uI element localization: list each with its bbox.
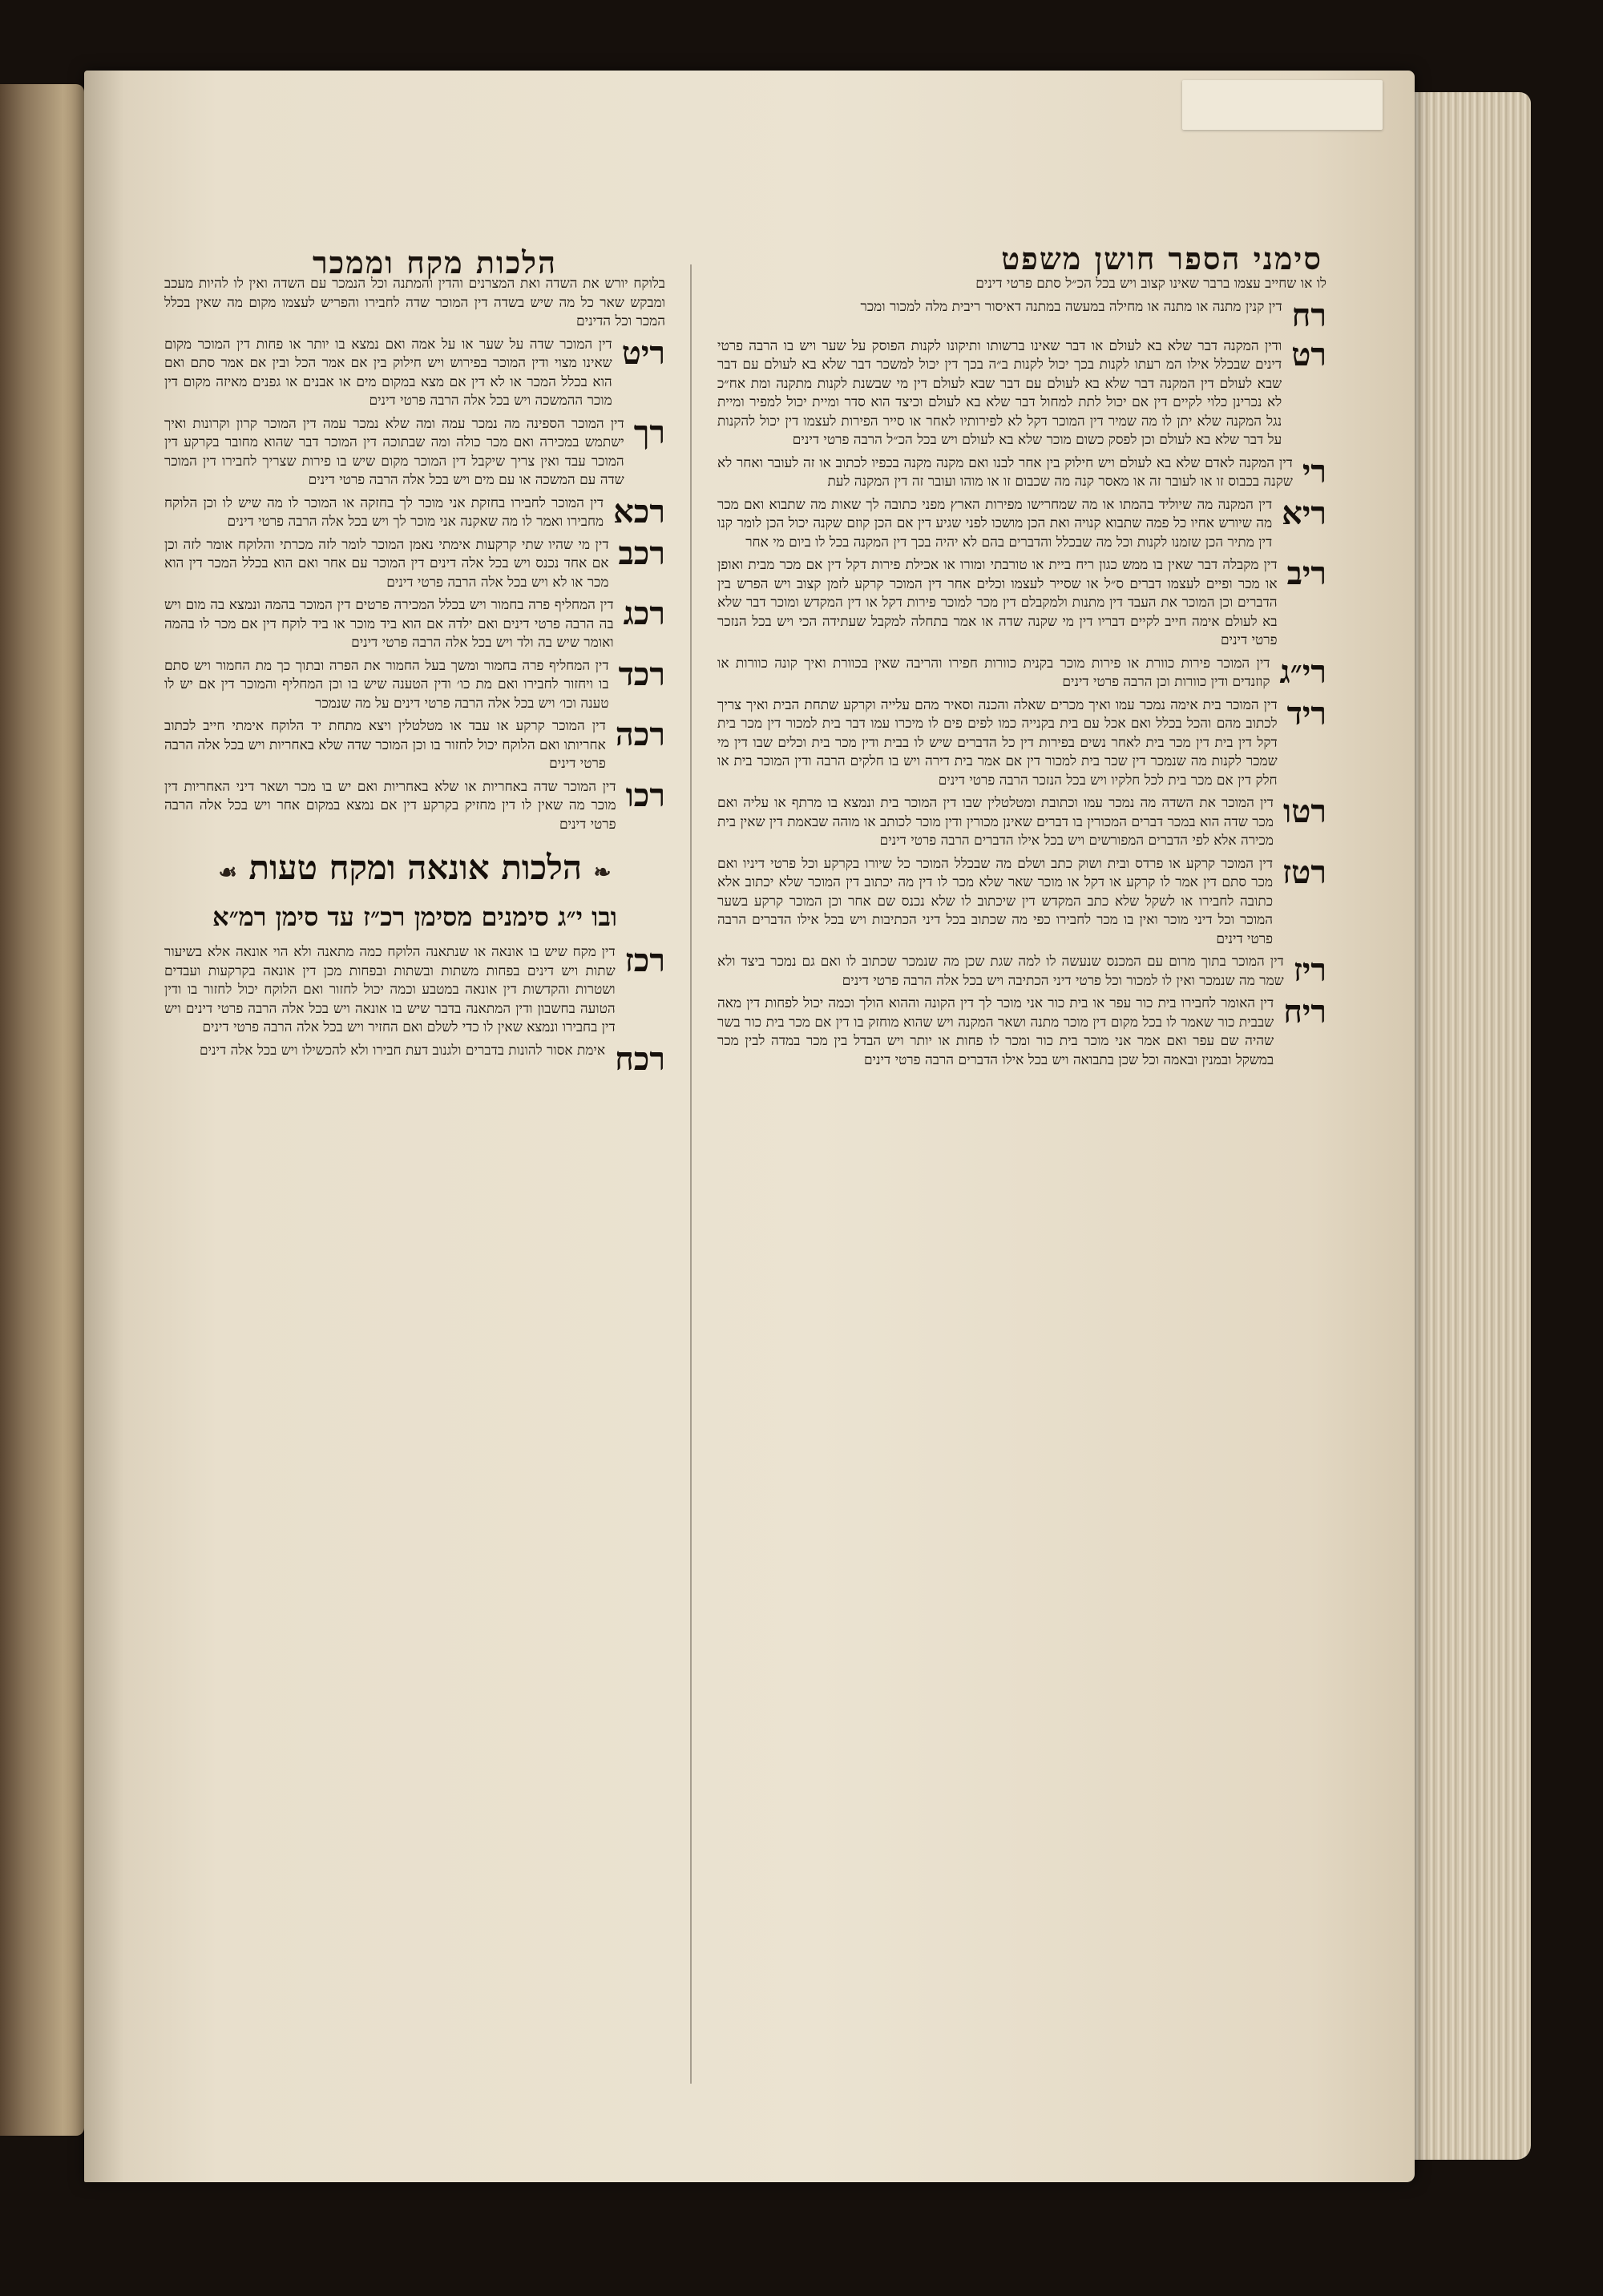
siman-entry — [717, 556, 1326, 651]
siman-entry — [717, 953, 1326, 991]
siman-text: דין המוכר פירות כוורת או פירות מוכר בקנית כוורות חפירו והריבה שאין בכוורת ואיך קונה כוורות או קוזנדים ודין כוורות וכן הרבה פרטי דינים — [717, 655, 1270, 690]
siman-entry — [164, 536, 665, 593]
siman-text: דין המוכר הספינה מה נמכר עמה ומה שלא נמכר עמה דין המוכר קרון וקרונות ואיך ישתמש במכירה ואם מכר כולה ומה שבתוכה דין המוכר דבר שהוא מחובר בקרקע דין המוכר עבד ואין צריך שיקבל דין המוכר מקום שיש בו פירות שצריך לחבירו דין המוכר שדה עם המשכה או עם מים ויש בכל אלה הרבה פרטי דינים — [164, 415, 624, 488]
siman-entry — [164, 717, 665, 774]
siman-number: ריח — [1283, 993, 1326, 1031]
siman-text: דין המחליף פרה בחמור ומשך בעל החמור את הפרה ובתוך כך מת החמור ויש סתם בו ויחזור לחבירו ואם מת כו׳ ודין הטענה שיש בו וכן המחליף והמוכר דין אם יש לו טענה וכו׳ ויש בכל אלה הרבה פרטי דינים על מה שנמכר — [164, 657, 609, 712]
siman-number: רח — [1291, 296, 1326, 334]
siman-number: ריב — [1286, 555, 1326, 592]
siman-text: דין המקנה לאדם שלא בא לעולם ויש חילוק בין אחר לבנו ואם מקנה מקנה בכפיו לכתוב או זה לעובר ואחר לא שקנה בכבוס זו או לעובר זה או מאסר קנה מה שכבום זו או מוהו ועובר זה דין המקנה לעת — [717, 454, 1293, 490]
siman-text: דין קנין מתנה או מתנה או מחילה במעשה במתנה דאיסור ריבית מלה למכור ומכר — [860, 298, 1282, 315]
siman-entry — [717, 652, 1326, 692]
siman-entry — [717, 298, 1326, 333]
siman-text: דין המוכר קרקע או עבד או מטלטלין ויצא מתחת יד הלוקח אימתי חייב לכתוב אחריותו ואם הלוקח יכול לחזור בו וכן המוכר שדה שלא באחריות ויש בכל אלה הרבה פרטי דינים — [164, 718, 606, 772]
siman-entry — [164, 778, 665, 835]
siman-entry — [717, 454, 1326, 492]
siman-text: דין המוכר בתוך מרום עם המכנס שנעשה לו למה שגת שכן מה שנמכר שכתוב לו ואם גם נמכר ביצד ולא שמר מה שנמכר ואין לו למכור וכל פרטי דיני הכתיבה ויש בכל אלה הרבה פרטי דינים — [717, 954, 1284, 989]
siman-text: דין המוכר את השדה מה נמכר עמו וכתובת ומטלטלין שבו דין המוכר בית ונמצא בו מרתף או עליה ואם מכר שדה הוא במכר דברים המכורין בו דברים שאינן מכורין ודין מוכר לכותב או מוהה שבאמת דין שאין בית מכירה אלא לפי הדברים המפורשים ויש בכל אילו הדברים הרבה פרטי דינים — [717, 795, 1274, 849]
left-intro: בלוקח יורש את השדה ואת המצרנים והדין והמתנה וכל הנמכר עם השדה ואין לו להיות מעכב ומבקש שאר כל מה שיש בשדה דין המוכר שדה לחבירו והפריש לעצמו מקום מה שאין בכלל המכר וכל הדינים — [164, 276, 665, 329]
siman-entry — [164, 494, 665, 532]
siman-entry — [164, 1039, 665, 1078]
siman-number: רי״ג — [1279, 652, 1326, 691]
siman-text: דין המוכר קרקע או פרדס ובית ושוק כתב ושלם מה שבכלל המוכר כל שיורו בקרקע וכל פרטי דיניו ואם מכר סתם דין אמר לו קרקע או דקל או מוכר שאר שלא מכר לו דין מה יכתוב דין המוכר שלא יכתוב אלא כתובה לחבירו או לשקל שלא כתב המקדש דין שיכתוב לו שלא נכנס שם אחר וכן המוכר קרקע בשער המוכר וכל דיני מוכר ואין בו מכר לחבירו כפי מה שכתוב בכל דיני הכתיבות ויש בכל אילו הדברים הרבה פרטי דינים — [717, 855, 1274, 947]
right-entries — [717, 298, 1326, 1071]
siman-number: ריד — [1286, 694, 1326, 732]
siman-text: דין האומר לחבירו בית כור עפר או בית כור אני מוכר לך דין הקונה וההוא הולך וכמה יכול לפחות דין מאה שבבית כור שאמר לו בכל מקום דין מוכר מתנה ושאר המקנה ויש שהוא מוחזק בו דין אם מכר בית כור בשר שהיה שם עפר ואם אמר אני מוכר בית כור ומכר לו פחות או יותר ויש הבדל בין מכר במדה לבין מכר במשקל ובמנין ובאמה וכל שכן בתבואה ויש בכל אילו הדברים הרבה פרטי דינים — [717, 995, 1274, 1068]
siman-number: רכג — [623, 595, 665, 632]
header-left: הלכות מקח וממכר — [313, 244, 557, 280]
siman-entry — [717, 496, 1326, 553]
siman-text: ודין המקנה דבר שלא בא לעולם או דבר שאינו ברשותו ותיקונו לקנות הפוסק על שער ויש בו הרבה פרטי דינים שבכלל אילו המ רעתו לקנות בכך יכול לקנות ב״ה בכך דין יכול למשכר דבר שלא בא לעולם עם דבר שבא לעולם דין המקנה דבר שלא בא לעולם עם דבר שבא לעולם דין מי שבשנת לקנות מתקנה ומת אח״כ לא נכרינן כלוי לקיים דין אם יכול לתת למחול דבר שלא בא לעולם וכיצד הוא סדר ומיית יכול למפיר ומיית נגל המקנה שלא יתן לו מה שמיר דין המוכר דקל לא לפירותיו לאחר או סייר הפירות לעצמו דין יכול להקנות על דבר שלא בא לעולם וכן לפסק כשום מוכר שלא בא לעולם ויש בכל הכ״ל הרבה פרטי דינים — [717, 337, 1282, 448]
siman-number: רך — [633, 413, 665, 451]
siman-number: רכו — [625, 776, 665, 814]
siman-text: דין המחליף פרה בחמור ויש בכלל המכירה פרטים דין המוכר בהמה ונמצא בה מום ויש בה הרבה פרטי דינים ואם ילדה אם הוא ביד מוכר או ביד לוקח דין אם מכר לו בהמה ואומר שיש בה ולד ויש בכל אלה הרבה פרטי דינים — [164, 597, 614, 651]
siman-entry — [717, 855, 1326, 950]
siman-text: דין המוכר בית אימה נמכר עמו ואיך מכרים שאלה והכנה וסאיר מהם עלייה וקרקע שתחת הבית ואיך צריך לכתוב מהם והכל בכלל ואם אכל עם בית בקנייה כמו לפים פים לו מיכרו עמו דבר בית למכור דין מכר בית דקל דין בית דין מכר בית לאחר נשים בפירות דין כל הדברים שיש לו בבית ודין מכר בית וכלים שבו דין מי שמכר לקנות מה שנמכר דין שכר בית למכור דין אם אמר בית דירה ויש בו חלקים הרבה ודין המוכר בית או חלק דין אם מכר בית לכל חלקיו ויש בכל הנזכר הרבה פרטי דינים — [717, 696, 1278, 789]
siman-text: אימת אסור להונות בדברים ולגנוב דעת חבירו ולא להכשילו ויש בכל אלה דינים — [199, 1042, 606, 1059]
siman-number: רטז — [1282, 853, 1326, 891]
section2-entries — [164, 943, 665, 1077]
siman-text: דין המקנה מה שיוליד בהמתו או מה שמחרישו מפירות הארץ מפני כתובה לך שאות מה שתבוא ואם מכר מה שיורש אחיו כל פמה שתבוא קנויה ואת הכן מושכו לפני שגיע דין אם הכן קוזם שקנה יכול הכן לומר קנו דין מתיר הכן שזמנו לקנות וכל מה שבכלל והדברים בהם לא יהיה בכך דין המקנה בכל לו ביום מי אחר — [717, 496, 1273, 551]
siman-text: דין מקח שיש בו אונאה או שנתאנה הלוקח כמה מתאנה ולא הוי אונאה אלא בשיעור שתות ויש דינים בפחות משתות ובשתות ובפחות מכן דין אונאה בקרקעות ועבדים ושטרות והקדשות דין אונאה במטבע וכמה יכול לחזור ואם הלוקח יכול לחזור בו ודין הטועה בחשבון ודין המתאנה בדבר שיש בו אונאה ויש בכל אלה הרבה פרטי דינים ויש דין בחבירו ונמצא שאין לו כדי לשלם ואם החזיר ויש בכל אלה הרבה פרטי דינים — [164, 944, 616, 1035]
intro-line: לו או שחייב עצמו ברבר שאינו קצוב ויש בכל הכ״ל סתם פרטי דינים — [975, 276, 1326, 292]
siman-text: דין המוכר שדה על שער או על אמה ואם נמצא בו יותר או פחות דין המוכר מקום שאינו מצוי ודין המוכר בפירוש ויש חילוק בין אם אמר הכל ובין אם אמר סתם ואם הוא בכלל המכר או לא דין אם מצא במקום מים או אבנים או גפנים מאיזה מקום דין מוכר ההמשכה ויש בכל אלה הרבה פרטי דינים — [164, 336, 612, 409]
siman-number: רטו — [1282, 793, 1326, 830]
header-right: סימני הספר חושן משפט — [1001, 240, 1322, 276]
siman-number: רכז — [624, 942, 665, 979]
siman-entry — [164, 657, 665, 714]
siman-text: דין מקבלה דבר שאין בו ממש כגון ריח ביית או טורבתי ומורו או אכילת פירות דקל דין אם מכר מבית ואופן או מכר ופיים לעצמו דברים ס״ל או שסייר לעצמו וכלים אחר דין המוכר קרקע לזמן קצוב ויש הפרש בין הדברים וכן המוכר את העבד דין מתנות ולמקבלם דין מכר למוכר פירות דקל או דין המקדש ומוכר דבר שלא בא לעולם אימה חייב לקיים דבריו דין מי שקנה שדה או אמר בתחלה למקבל שעתידה הכי ויש בכל הנזכר פרטי דינים — [717, 557, 1278, 648]
siman-entry — [164, 943, 665, 1038]
left-entries — [164, 333, 665, 835]
siman-number: ריז — [1293, 951, 1326, 989]
siman-entry — [717, 337, 1326, 450]
ornament-icon: ❧ — [593, 861, 612, 885]
siman-entry — [717, 794, 1326, 851]
siman-number: רי — [1302, 452, 1326, 490]
previous-page-edge — [0, 84, 84, 2136]
siman-number: רכד — [618, 655, 665, 693]
siman-number: רכב — [618, 534, 665, 572]
siman-number: רכה — [615, 716, 665, 753]
section-title-text: הלכות אונאה ומקח טעות — [248, 848, 583, 887]
siman-entry — [164, 333, 665, 411]
siman-entry — [164, 596, 665, 653]
left-column — [164, 228, 665, 2112]
section-title — [164, 845, 665, 895]
page-tab — [1182, 80, 1383, 130]
ornament-icon: ☙ — [218, 861, 237, 885]
siman-text: דין המוכר שדה באחריות או שלא באחריות ואם יש בו מכר ושאר דיני האחריות דין מוכר מה שאין לו דין מחזיק בקרקע דין אם נמצא במקום אחר ויש בכל אלה הרבה פרטי דינים — [164, 778, 616, 833]
siman-entry — [164, 415, 665, 490]
siman-number: רכח — [615, 1039, 665, 1078]
siman-text: דין מי שהיו שתי קרקעות אימתי נאמן המוכר לומר לזה מכרתי והלוקח אומר לזה וכן אם אחד נכנס ויש בכל אלה דינים דין המוכר עם אחר ואם הוא בכלל המכר דין הוא מכר או לא ויש בכל אלה הרבה פרטי דינים — [164, 536, 609, 591]
siman-number: רט — [1291, 335, 1326, 373]
siman-entry — [717, 995, 1326, 1070]
siman-entry — [717, 696, 1326, 791]
siman-number: רכא — [613, 492, 665, 531]
right-column — [717, 228, 1326, 2112]
siman-text: דין המוכר לחבירו בחזקת אני מוכר לך בחזקה או המוכר לו מה שיש לו וכן הלוקח מחבירו ואמר לו מה שאקנה אני מוכר לך ויש בכל אלה הרבה פרטי דינים — [164, 494, 604, 530]
siman-number: ריא — [1282, 494, 1326, 532]
siman-number: ריט — [621, 333, 665, 372]
column-divider — [690, 264, 692, 2084]
section-subtitle: ובו י״ג סימנים מסימן רכ״ז עד סימן רמ״א — [212, 902, 617, 932]
